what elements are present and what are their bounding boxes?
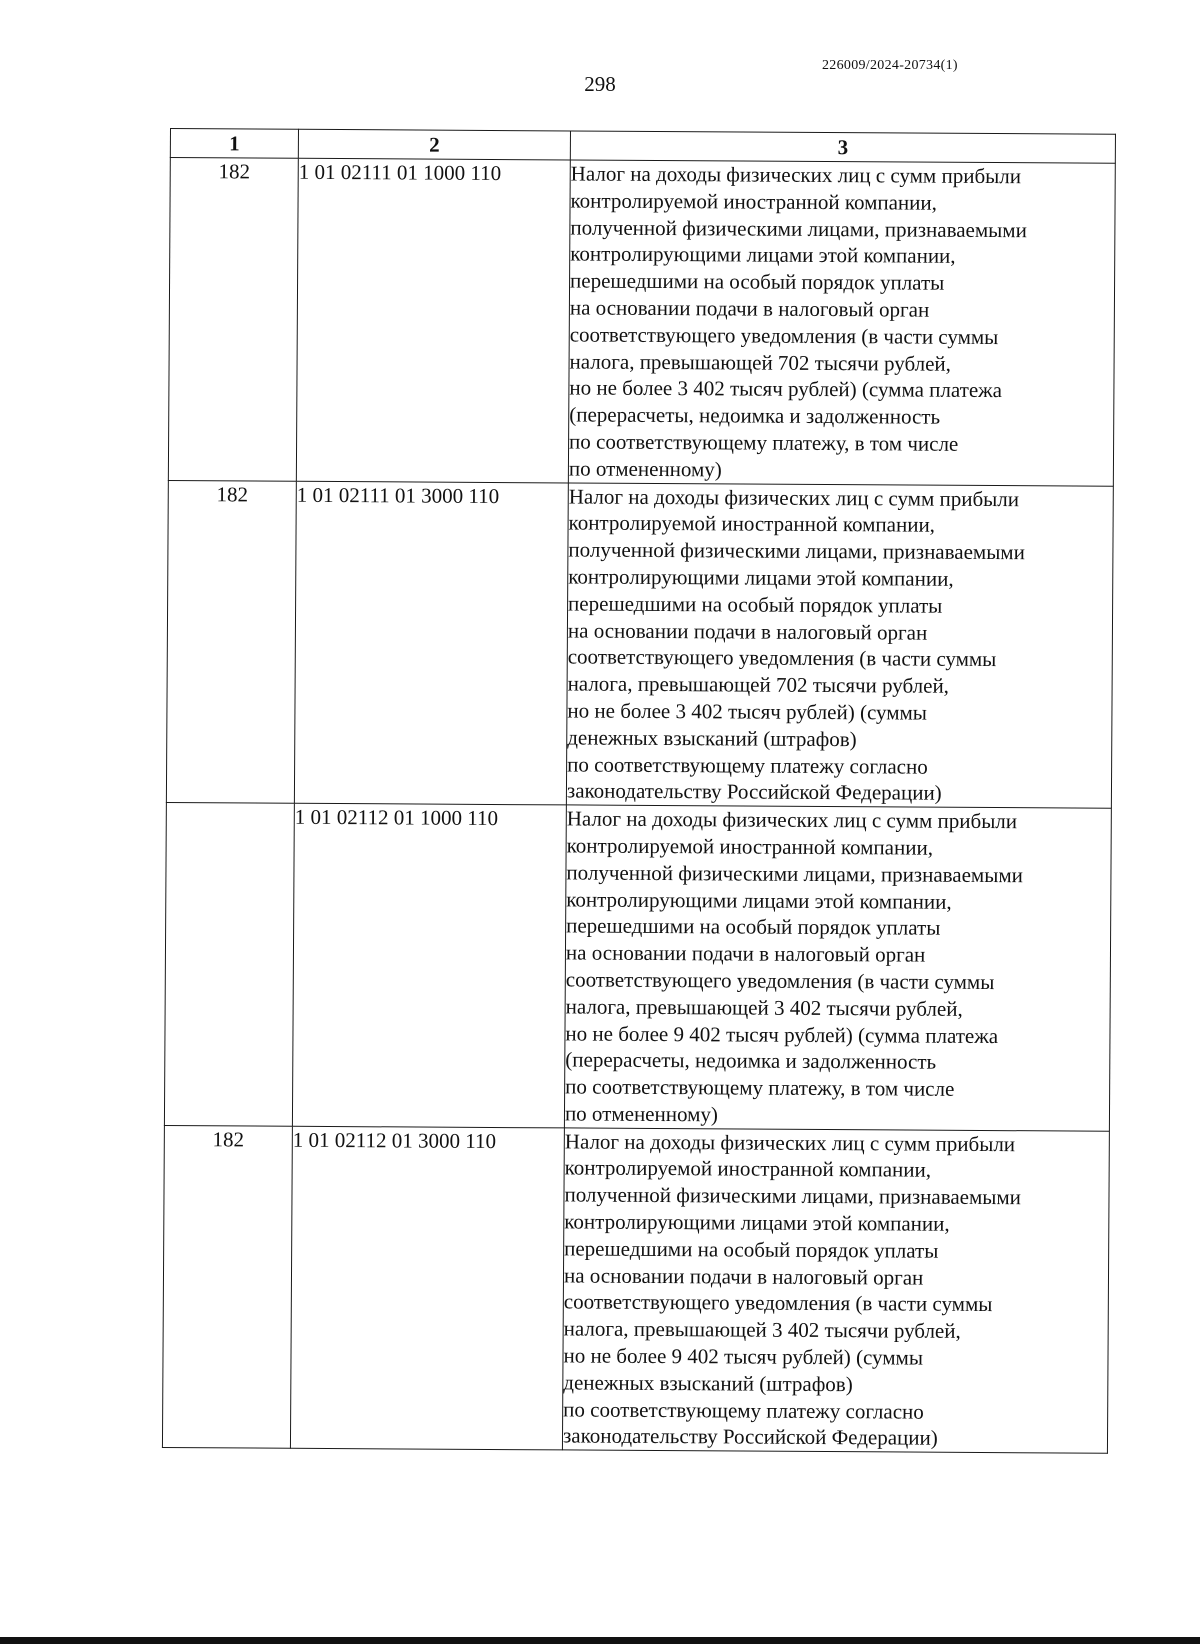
description-line: налога, превышающей 3 402 тысячи рублей, — [563, 1316, 961, 1344]
description-line: (перерасчеты, недоимка и задолженность — [569, 402, 941, 429]
description-cell — [564, 805, 1111, 1131]
description-line: (перерасчеты, недоимка и задолженность — [565, 1047, 937, 1074]
table-row — [166, 480, 1113, 808]
description-line: на основании подачи в налоговый орган — [563, 1263, 924, 1290]
description-line: контролируемой иностранной компании, — [566, 833, 934, 860]
page-number: 298 — [584, 72, 616, 96]
description-line: полученной физическими лицами, признаваемыми — [566, 860, 1023, 887]
description-line: полученной физическими лицами, признаваемыми — [564, 1182, 1022, 1210]
description-line: по соответствующему платежу, в том числе — [565, 1074, 955, 1101]
description-line: Налог на доходы физических лиц с сумм прибыли — [568, 484, 1020, 511]
column-header-1: 1 — [170, 129, 298, 159]
column-header-3: 3 — [570, 131, 1115, 163]
description-line: полученной физическими лицами, признаваемыми — [568, 537, 1025, 565]
description-line: на основании подачи в налоговый орган — [565, 940, 926, 967]
budget-classification-table — [162, 128, 1116, 1454]
description-line: контролируемой иностранной компании, — [564, 1155, 932, 1183]
description-cell — [566, 483, 1113, 809]
scan-edge-bar — [0, 1637, 1200, 1644]
budget-code-cell: 1 01 02112 01 3000 110 — [290, 1126, 564, 1450]
description-line: но не более 3 402 тысяч рублей) (сумма платежа — [569, 375, 1003, 403]
description-line: перешедшими на особый порядок уплаты — [570, 268, 945, 295]
administrator-code-cell — [164, 803, 294, 1126]
budget-code-cell: 1 01 02112 01 1000 110 — [292, 803, 566, 1127]
table-row — [162, 1125, 1109, 1453]
description-line: на основании подачи в налоговый орган — [567, 617, 928, 645]
description-line: денежных взысканий (штрафов) — [563, 1370, 853, 1397]
description-line: но не более 9 402 тысяч рублей) (сумма платежа — [565, 1020, 999, 1048]
description-line: контролирующими лицами этой компании, — [570, 241, 956, 269]
column-header-2: 2 — [298, 129, 570, 160]
description-line: соответствующего уведомления (в части суммы — [567, 644, 997, 672]
description-line: контролирующими лицами этой компании, — [564, 1209, 950, 1236]
description-line: по отмененному) — [568, 456, 722, 482]
budget-code-cell: 1 01 02111 01 3000 110 — [294, 481, 568, 805]
description-cell — [568, 160, 1115, 486]
administrator-code-cell: 182 — [168, 158, 298, 481]
description-line: но не более 3 402 тысяч рублей) (суммы — [567, 698, 928, 725]
description-line: Налог на доходы физических лиц с сумм прибыли — [566, 806, 1018, 834]
document-registration-number: 226009/2024-20734(1) — [822, 58, 958, 73]
description-line: по соответствующему платежу согласно — [563, 1397, 924, 1424]
description-line: соответствующего уведомления (в части суммы — [563, 1289, 993, 1317]
description-line: контролирующими лицами этой компании, — [566, 886, 952, 914]
administrator-code-cell: 182 — [166, 480, 296, 803]
description-line: но не более 9 402 тысяч рублей) (суммы — [563, 1343, 924, 1370]
description-line: налога, превышающей 3 402 тысячи рублей, — [565, 994, 963, 1021]
description-line: перешедшими на особый порядок уплаты — [568, 591, 943, 618]
budget-code-cell: 1 01 02111 01 1000 110 — [296, 158, 570, 482]
description-line: по соответствующему платежу согласно — [567, 751, 928, 779]
description-line: перешедшими на особый порядок уплаты — [564, 1236, 939, 1263]
description-line: законодательству Российской Федерации) — [562, 1423, 938, 1451]
table-row — [168, 158, 1115, 486]
description-line: контролируемой иностранной компании, — [570, 188, 938, 215]
description-line: налога, превышающей 702 тысячи рублей, — [567, 671, 950, 698]
description-line: соответствующего уведомления (в части суммы — [569, 322, 999, 349]
description-line: перешедшими на особый порядок уплаты — [566, 913, 941, 941]
description-line: денежных взысканий (штрафов) — [567, 725, 857, 751]
description-line: по соответствующему платежу, в том числе — [569, 429, 959, 456]
administrator-code-cell: 182 — [162, 1125, 292, 1448]
table-body — [162, 158, 1115, 1454]
description-line: по отмененному) — [564, 1101, 718, 1127]
description-line: соответствующего уведомления (в части суммы — [565, 967, 995, 994]
description-line: Налог на доходы физических лиц с сумм прибыли — [564, 1129, 1016, 1156]
description-line: Налог на доходы физических лиц с сумм прибыли — [570, 161, 1022, 189]
description-line: налога, превышающей 702 тысячи рублей, — [569, 349, 952, 376]
table-row — [164, 803, 1111, 1131]
description-line: на основании подачи в налоговый орган — [569, 295, 930, 322]
description-line: полученной физическими лицами, признаваемыми — [570, 215, 1027, 242]
description-line: контролирующими лицами этой компании, — [568, 564, 954, 591]
description-line: законодательству Российской Федерации) — [566, 778, 942, 806]
description-cell — [562, 1128, 1109, 1454]
description-line: контролируемой иностранной компании, — [568, 510, 936, 538]
